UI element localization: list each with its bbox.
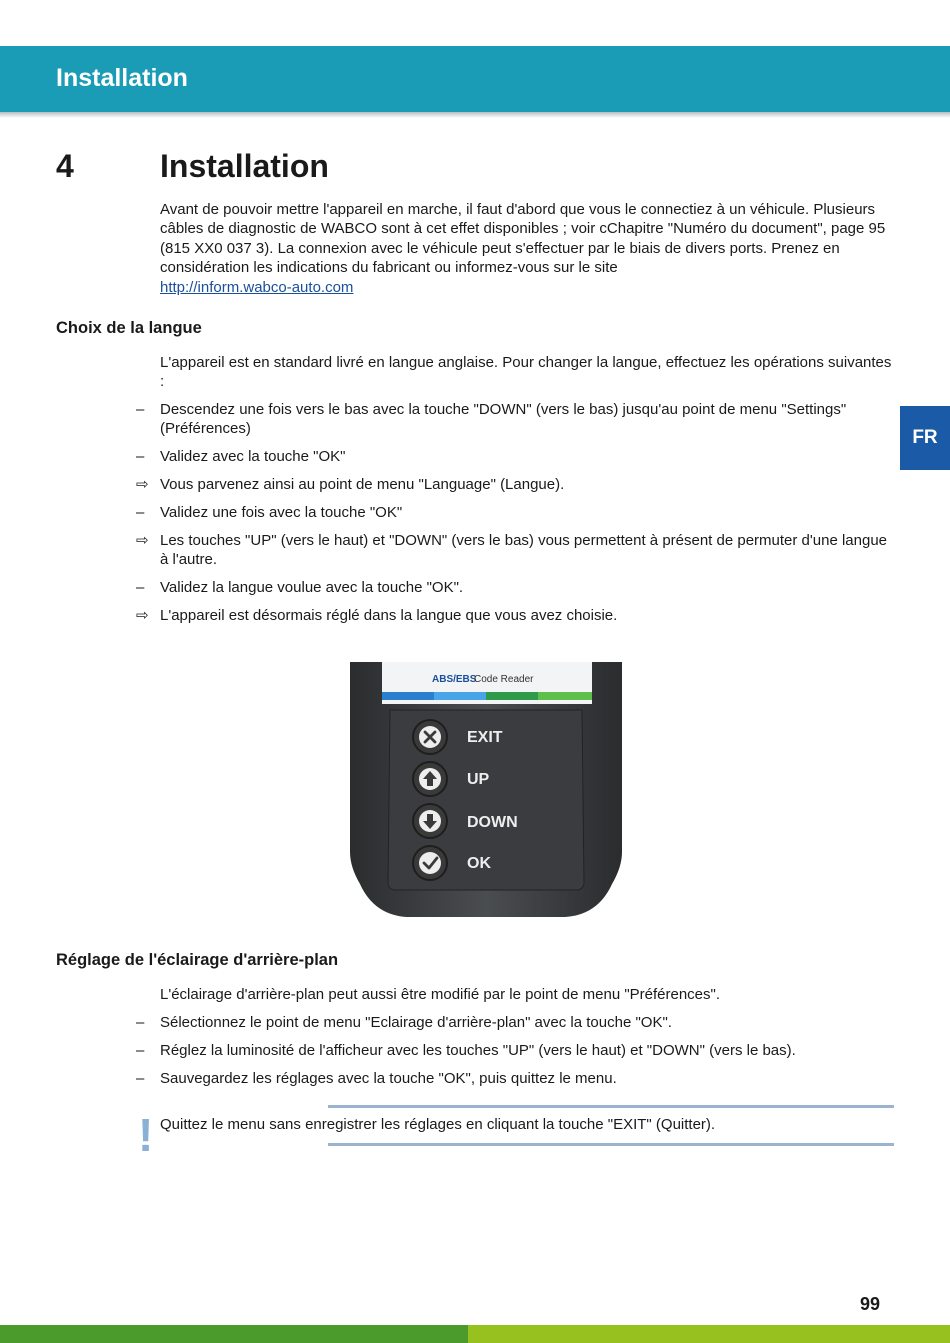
color-band — [382, 692, 434, 700]
header-shadow — [0, 112, 950, 118]
note-bottom-rule — [328, 1143, 894, 1146]
list-item — [136, 531, 896, 570]
exit-label: EXIT — [467, 729, 503, 746]
dash-marker: – — [136, 401, 145, 418]
color-band — [486, 692, 538, 700]
chapter-number: 4 — [56, 148, 74, 184]
dash-marker: – — [136, 504, 145, 521]
wabco-link[interactable]: http://inform.wabco-auto.com — [160, 278, 354, 296]
dash-marker: – — [136, 448, 145, 465]
down-label: DOWN — [467, 814, 518, 831]
list-item-text: Sélectionnez le point de menu "Eclairage d'arrière-plan" avec la touche "OK". — [160, 1014, 672, 1031]
dash-marker: – — [136, 1070, 145, 1087]
list-item-text: Vous parvenez ainsi au point de menu "Language" (Langue). — [160, 476, 565, 493]
screen-product-label: Code Reader — [474, 674, 534, 685]
list-item — [136, 447, 896, 466]
dash-marker: – — [136, 1042, 145, 1059]
ok-label: OK — [467, 855, 491, 872]
color-band — [434, 692, 486, 700]
list-item — [136, 475, 896, 494]
exclamation-icon: ! — [138, 1109, 154, 1161]
language-section-heading: Choix de la langue — [56, 319, 202, 337]
up-label: UP — [467, 771, 490, 788]
list-item-text: Validez avec la touche "OK" — [160, 448, 346, 465]
list-item-text: Validez une fois avec la touche "OK" — [160, 504, 403, 521]
footer-bar-dark — [0, 1325, 468, 1343]
list-item-text: Descendez une fois vers le bas avec la touche "DOWN" (vers le bas) jusqu'au point de menu "Settings" (Préférences) — [160, 401, 847, 438]
dash-marker: – — [136, 1014, 145, 1031]
backlight-section-heading: Réglage de l'éclairage d'arrière-plan — [56, 951, 339, 969]
list-item-text: L'appareil est désormais réglé dans la langue que vous avez choisie. — [160, 607, 618, 624]
dash-marker: – — [136, 579, 145, 596]
list-item-text: Sauvegardez les réglages avec la touche "OK", puis quittez le menu. — [160, 1070, 617, 1087]
intro-paragraph — [160, 200, 895, 297]
backlight-intro: L'éclairage d'arrière-plan peut aussi être modifié par le point de menu "Préférences". — [160, 986, 721, 1003]
result-arrow-icon: ⇨ — [136, 532, 149, 549]
footer-bar-light — [468, 1325, 950, 1343]
list-item — [136, 1013, 896, 1032]
screen-brand-label: ABS/EBS — [432, 674, 477, 685]
list-item — [136, 400, 896, 439]
list-item — [136, 606, 896, 625]
page-number: 99 — [860, 1294, 881, 1314]
code-reader-device-image — [350, 662, 622, 919]
result-arrow-icon: ⇨ — [136, 607, 149, 624]
intro-text: Avant de pouvoir mettre l'appareil en marche, il faut d'abord que vous le connectiez à un véhicule. Plusieurs câbles de diagnostic de WABCO sont à cet effet disponibles ; voir cChapitre "Numéro du document", page 95 (815 XX0 037 3). La connexion avec le véhicule peut s'effectuer par le biais de divers ports. Prenez en considération les indications du fabricant ou informez-vous sur le site — [160, 201, 886, 277]
checkmark-icon — [419, 852, 441, 874]
color-band — [538, 692, 592, 700]
list-item — [136, 1069, 896, 1088]
language-side-tab: FR — [900, 406, 950, 470]
note-text: Quittez le menu sans enregistrer les réglages en cliquant la touche "EXIT" (Quitter). — [160, 1116, 716, 1133]
running-header-title: Installation — [56, 64, 188, 92]
list-item-text: Réglez la luminosité de l'afficheur avec les touches "UP" (vers le haut) et "DOWN" (vers le bas). — [160, 1042, 796, 1059]
list-item-text: Validez la langue voulue avec la touche "OK". — [160, 579, 464, 596]
list-item — [136, 578, 896, 597]
chapter-title: Installation — [160, 148, 329, 184]
list-item — [136, 1041, 896, 1060]
list-item-text: Les touches "UP" (vers le haut) et "DOWN" (vers le bas) vous permettent à présent de permuter d'une langue à l'autre. — [160, 532, 888, 569]
note-top-rule — [328, 1105, 894, 1108]
result-arrow-icon: ⇨ — [136, 476, 149, 493]
language-intro: L'appareil est en standard livré en langue anglaise. Pour changer la langue, effectuez les opérations suivantes : — [160, 354, 892, 391]
list-item — [136, 503, 896, 522]
